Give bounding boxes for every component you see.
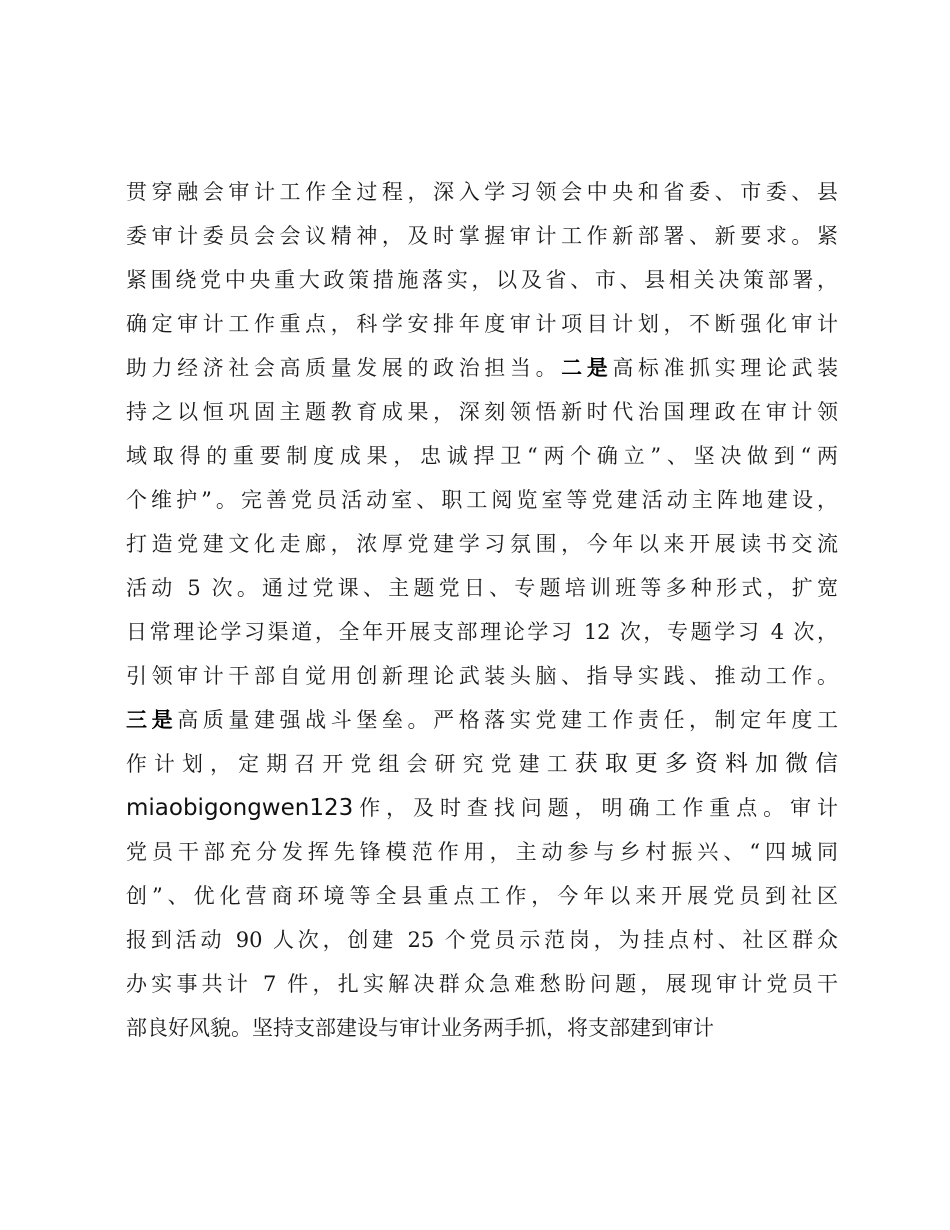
text-line	[126, 478, 838, 522]
text-line	[126, 654, 838, 698]
text-segment: 作，及时查找问题，明确工作重点。审计	[353, 796, 838, 820]
text-line	[126, 874, 838, 918]
text-segment: 贯穿融会审计工作全过程，深入学习领会中央和省委、市委、县	[126, 180, 838, 204]
text-segment: 个维护”。完善党员活动室、职工阅览室等党建活动主阵地建设，	[126, 488, 838, 512]
section-marker-two: 二是	[561, 355, 613, 380]
text-segment: 确定审计工作重点，科学安排年度审计项目计划，不断强化审计	[126, 312, 838, 336]
text-segment: 持之以恒巩固主题教育成果，深刻领悟新时代治国理政在审计领	[126, 400, 838, 424]
text-line	[126, 742, 838, 786]
text-segment: 引领审计干部自觉用创新理论武装头脑、指导实践、推动工作。	[126, 664, 838, 688]
text-segment: 作计划，定期召开党组会研究党建工	[126, 752, 575, 776]
text-line	[126, 1006, 838, 1050]
text-segment: 助力经济社会高质量发展的政治担当。	[126, 356, 562, 380]
text-line	[126, 830, 838, 874]
text-segment: 高标准抓实理论武装	[612, 356, 838, 380]
text-line	[126, 522, 838, 566]
text-line	[126, 346, 838, 390]
text-segment: 党员干部充分发挥先锋模范作用，主动参与乡村振兴、“四城同	[126, 840, 838, 864]
text-line	[126, 918, 838, 962]
text-line	[126, 302, 838, 346]
text-line	[126, 566, 838, 610]
text-segment: 日常理论学习渠道，全年开展支部理论学习 12 次，专题学习 4 次，	[126, 620, 838, 644]
text-segment: 报到活动 90 人次，创建 25 个党员示范岗，为挂点村、社区群众	[126, 928, 838, 952]
text-segment: 办实事共计 7 件，扎实解决群众急难愁盼问题，展现审计党员干	[126, 972, 838, 996]
text-segment: 部良好风貌。坚持支部建设与审计业务两手抓，将支部建到审计	[126, 1016, 714, 1040]
text-line	[126, 170, 838, 214]
text-line	[126, 698, 838, 742]
watermark-id: miaobigongwen123	[126, 795, 354, 821]
text-line	[126, 214, 838, 258]
text-segment: 高质量建强战斗堡垒。严格落实党建工作责任，制定年度工	[177, 708, 838, 732]
text-segment: 紧围绕党中央重大政策措施落实，以及省、市、县相关决策部署，	[126, 268, 838, 292]
text-line	[126, 786, 838, 830]
text-segment: 域取得的重要制度成果，忠诚捍卫“两个确立”、坚决做到“两	[126, 444, 838, 468]
text-line	[126, 434, 838, 478]
text-line	[126, 390, 838, 434]
document-body	[126, 170, 838, 1050]
text-segment: 创”、优化营商环境等全县重点工作，今年以来开展党员到社区	[126, 884, 838, 908]
section-marker-three: 三是	[126, 707, 178, 732]
watermark-text: 获取更多资料加微信	[574, 751, 838, 777]
text-line	[126, 258, 838, 302]
text-line	[126, 610, 838, 654]
text-line	[126, 962, 838, 1006]
text-segment: 打造党建文化走廊，浓厚党建学习氛围，今年以来开展读书交流	[126, 532, 838, 556]
text-segment: 活动 5 次。通过党课、主题党日、专题培训班等多种形式，扩宽	[126, 576, 838, 600]
text-segment: 委审计委员会会议精神，及时掌握审计工作新部署、新要求。紧	[126, 224, 838, 248]
